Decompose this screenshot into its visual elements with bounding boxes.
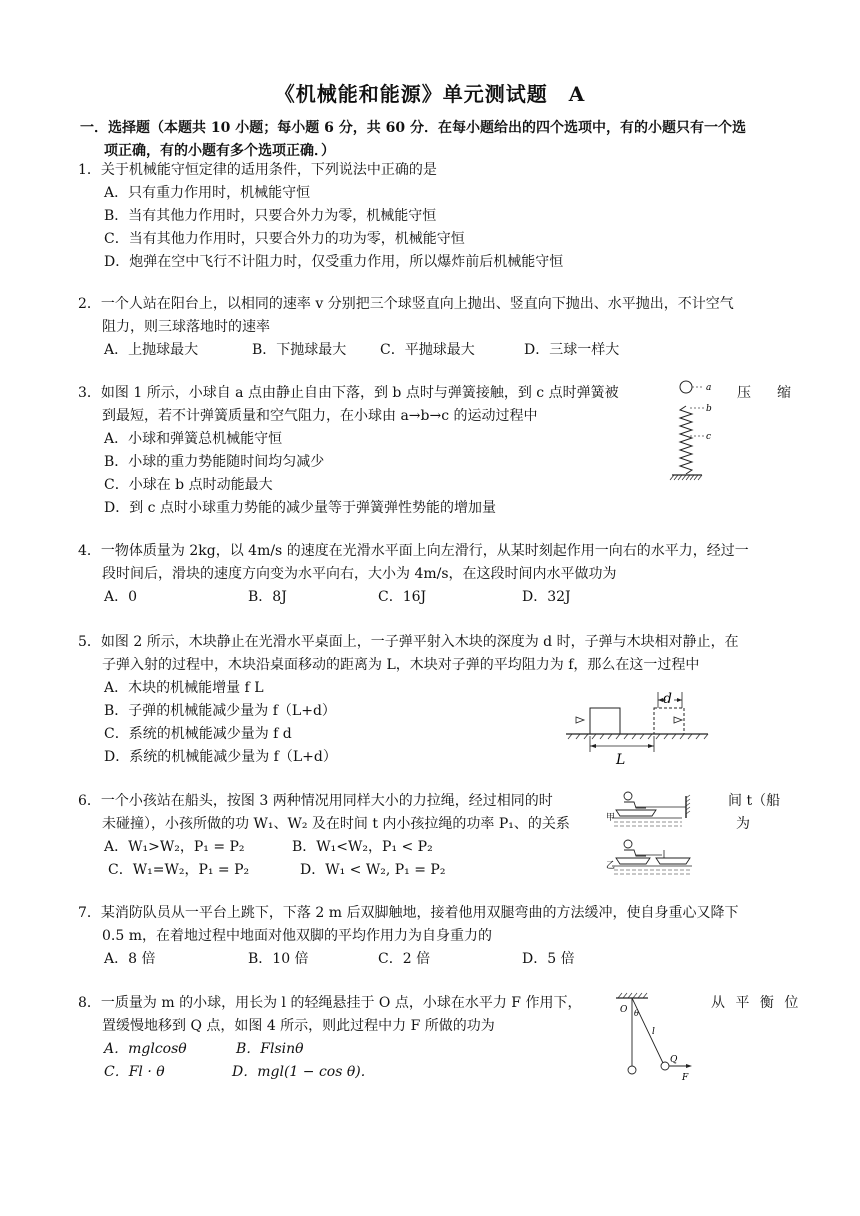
option-row-2 <box>78 859 618 882</box>
question-stem-line1: 2．一个人站在阳台上，以相同的速率 v 分别把三个球竖直向上抛出、竖直向下抛出、水平抛出，不计空气 <box>78 296 734 312</box>
question-stem-line2: 子弹入射的过程中，木块沿桌面移动的距离为 L，木块对子弹的平均阻力为 f，那么在这一过程中 <box>102 657 700 673</box>
question-7 <box>78 902 782 971</box>
question-4 <box>78 540 782 609</box>
option-b: B．10 倍 <box>248 951 309 967</box>
option-d: D．到 c 点时小球重力势能的减少量等于弹簧弹性势能的增加量 <box>104 500 496 516</box>
section-header-line1: 一．选择题（本题共 10 小题；每小题 6 分，共 60 分．在每小题给出的四个选项中，有的小题只有一个选 <box>80 120 746 136</box>
option-b: B．子弹的机械能减少量为 f（L+d） <box>104 703 336 719</box>
option-row <box>78 586 782 609</box>
option-a: A．小球和弹簧总机械能守恒 <box>104 431 283 447</box>
question-stem-line2: 0.5 m，在着地过程中地面对他双脚的平均作用力为自身重力的 <box>102 928 492 944</box>
page-title: 《机械能和能源》单元测试题 A <box>274 82 586 106</box>
question-stem-line2: 段时间后，滑块的速度方向变为水平向右，大小为 4m/s，在这段时间内水平做功为 <box>102 566 617 582</box>
question-2 <box>78 293 782 362</box>
label-Q: Q <box>670 1055 678 1065</box>
option-a: A．0 <box>104 589 138 605</box>
question-8 <box>78 992 618 1084</box>
option-a: A．只有重力作用时，机械能守恒 <box>104 185 311 201</box>
bullet-block-figure <box>562 686 712 768</box>
option-d: D．W₁ < W₂, P₁ = P₂ <box>300 862 446 878</box>
question-1 <box>78 159 782 274</box>
option-b: B．当有其他力作用时，只要合外力为零，机械能守恒 <box>104 208 437 224</box>
question-3 <box>78 382 658 520</box>
question-stem: 1．关于机械能守恒定律的适用条件，下列说法中正确的是 <box>78 162 437 178</box>
option-c: C．16J <box>378 589 427 605</box>
question-stem-line1: 5．如图 2 所示，木块静止在光滑水平桌面上，一子弹平射入木块的深度为 d 时，子弹与木块相对静止，在 <box>78 634 739 650</box>
option-row <box>78 339 782 362</box>
option-b: B．8J <box>248 589 287 605</box>
option-a: A．上抛球最大 <box>104 342 199 358</box>
option-a: A．mglcosθ <box>104 1041 187 1057</box>
question-stem-line1: 8．一质量为 m 的小球，用长为 l 的轻绳悬挂于 O 点，小球在水平力 F 作用下， <box>78 995 582 1011</box>
option-d: D．32J <box>522 589 571 605</box>
option-c: C．W₁=W₂，P₁ = P₂ <box>108 862 250 878</box>
option-row-1 <box>78 1038 618 1061</box>
option-c: C．当有其他力作用时，只要合外力的功为零，机械能守恒 <box>104 231 465 247</box>
option-c: C．Fl · θ <box>104 1064 165 1080</box>
label-jia: 甲 <box>606 813 616 823</box>
question-6-stem-right-1: 间 t（船 <box>728 793 781 809</box>
option-row-1 <box>78 836 618 859</box>
option-row <box>78 948 782 971</box>
option-c: C．系统的机械能减少量为 f d <box>104 726 292 742</box>
label-l: l <box>652 1027 655 1037</box>
question-stem-line2: 到最短，若不计弹簧质量和空气阻力，在小球由 a→b→c 的运动过程中 <box>102 408 538 424</box>
option-b: B．Flsinθ <box>236 1041 304 1057</box>
boats-figure <box>606 788 698 882</box>
question-stem-line1: 6．一个小孩站在船头，按图 3 两种情况用同样大小的力拉绳，经过相同的时 <box>78 793 553 809</box>
option-a: A．W₁>W₂，P₁ = P₂ <box>104 839 245 855</box>
section-header-line2: 项正确，有的小题有多个选项正确．） <box>104 143 335 159</box>
option-d: D．炮弹在空中飞行不计阻力时，仅受重力作用，所以爆炸前后机械能守恒 <box>104 254 564 270</box>
label-O: O <box>620 1005 628 1015</box>
label-theta: θ <box>634 1009 639 1018</box>
option-b: B．下抛球最大 <box>252 342 347 358</box>
option-a: A．8 倍 <box>104 951 156 967</box>
option-d: D．系统的机械能减少量为 f（L+d） <box>104 749 337 765</box>
section-header <box>80 117 784 163</box>
question-stem-line1: 4．一物体质量为 2kg，以 4m/s 的速度在光滑水平面上向左滑行，从某时刻起作用一向右的水平力，经过一 <box>78 543 749 559</box>
spring-ball-figure <box>668 378 728 486</box>
option-b: B．W₁<W₂，P₁ < P₂ <box>292 839 433 855</box>
label-yi: 乙 <box>606 861 616 871</box>
option-b: B．小球的重力势能随时间均匀减少 <box>104 454 325 470</box>
question-8-stem-right: 从 平 衡 位 <box>711 995 802 1011</box>
label-a: a <box>706 383 712 393</box>
pendulum-figure <box>612 992 702 1084</box>
option-row-2 <box>78 1061 618 1084</box>
option-d: D．5 倍 <box>522 951 575 967</box>
question-stem-line2: 未碰撞），小孩所做的功 W₁、W₂ 及在时间 t 内小孩拉绳的功率 P₁、的关系 <box>102 816 570 832</box>
option-d: D．mgl(1 − cos θ). <box>232 1064 366 1080</box>
label-L: L <box>616 752 626 768</box>
option-c: C．平抛球最大 <box>380 342 475 358</box>
option-c: C．2 倍 <box>378 951 431 967</box>
option-d: D．三球一样大 <box>524 342 620 358</box>
option-a: A．木块的机械能增量 f L <box>104 680 264 696</box>
label-c: c <box>706 432 712 442</box>
question-stem-line1: 7．某消防队员从一平台上跳下，下落 2 m 后双脚触地，接着他用双腿弯曲的方法缓冲，使自身重心又降下 <box>78 905 739 921</box>
question-6 <box>78 790 618 882</box>
label-b: b <box>706 404 712 414</box>
label-F: F <box>682 1073 689 1083</box>
option-c: C．小球在 b 点时动能最大 <box>104 477 273 493</box>
question-3-stem-right: 压 缩 <box>737 385 797 401</box>
question-stem-line2: 阻力，则三球落地时的速率 <box>102 319 270 335</box>
question-stem-line1: 3．如图 1 所示，小球自 a 点由静止自由下落，到 b 点时与弹簧接触，到 c 点时弹簧被 <box>78 385 619 401</box>
label-d: d <box>663 691 672 707</box>
question-stem-line2: 置缓慢地移到 Q 点，如图 4 所示，则此过程中力 F 所做的功为 <box>102 1018 495 1034</box>
question-6-stem-right-2: 为 <box>736 816 750 832</box>
